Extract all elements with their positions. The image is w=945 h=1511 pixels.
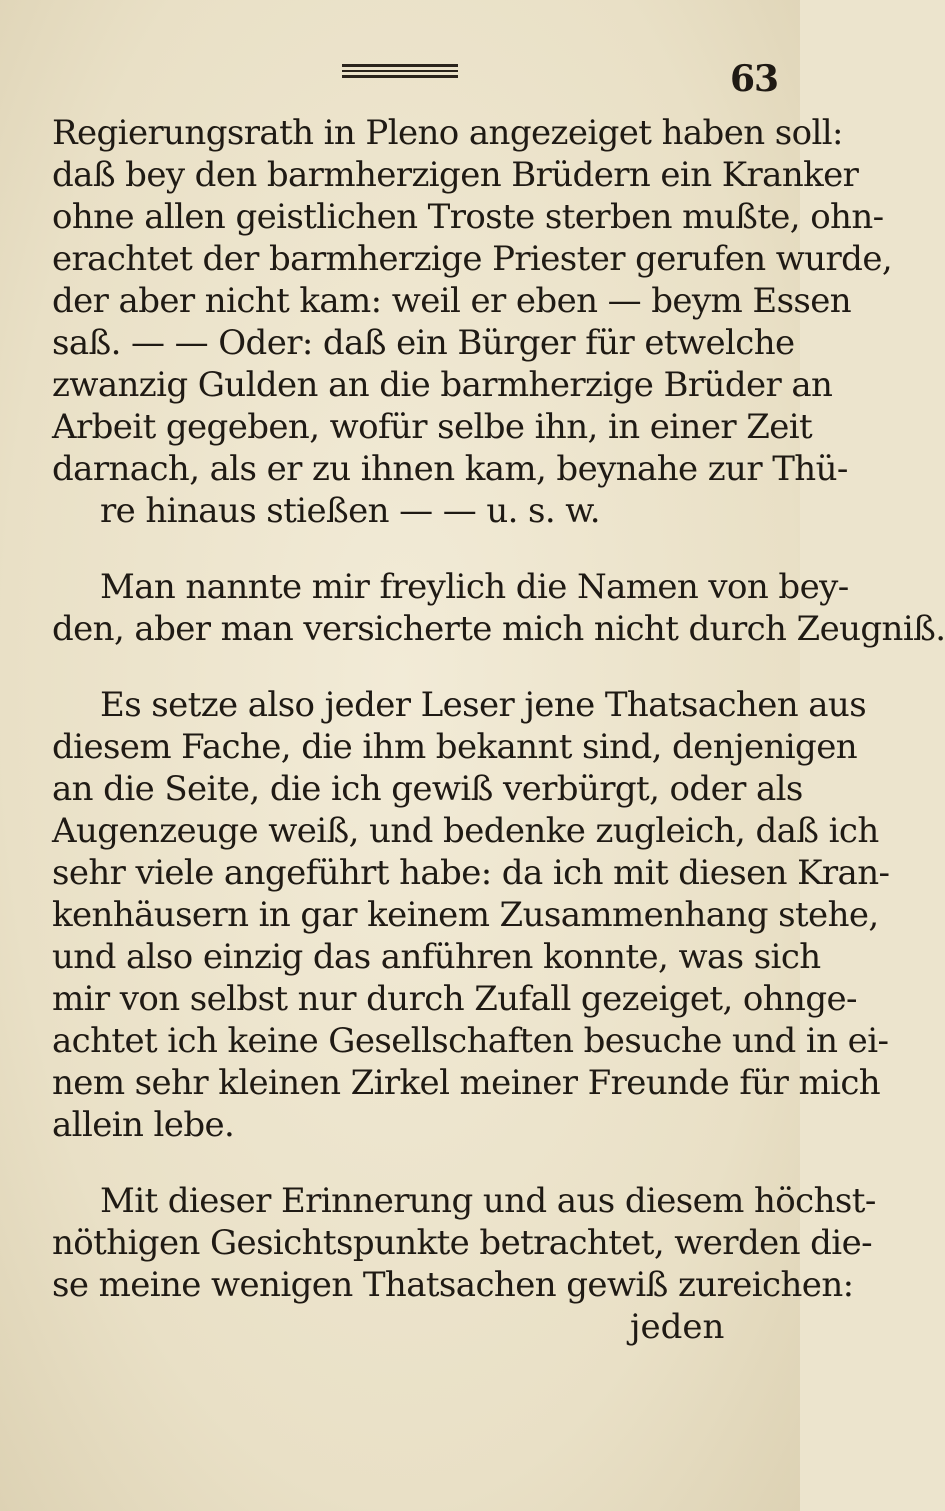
catchword: jeden <box>630 1307 725 1347</box>
text-line: Es setze also jeder Leser jene Thatsachen aus <box>100 685 867 725</box>
text-line: Regierungsrath in Pleno angezeiget haben soll: <box>52 113 843 153</box>
text-line: und also einzig das anführen konnte, was sich <box>52 937 821 977</box>
text-line: erachtet der barmherzige Priester gerufen wurde, <box>52 239 893 279</box>
text-line: kenhäusern in gar keinem Zusammenhang stehe, <box>52 895 879 935</box>
text-line: den, aber man versicherte mich nicht durch Zeugniß. <box>52 609 945 649</box>
text-line: Mit dieser Erinnerung und aus diesem höchst- <box>100 1181 876 1221</box>
text-line: saß. — — Oder: daß ein Bürger für etwelche <box>52 323 795 363</box>
text-line: nöthigen Gesichtspunkte betrachtet, werden die- <box>52 1223 872 1263</box>
text-line: Arbeit gegeben, wofür selbe ihn, in einer Zeit <box>52 407 813 447</box>
text-line: darnach, als er zu ihnen kam, beynahe zur Thü- <box>52 449 848 489</box>
printer-ornament-icon <box>340 62 460 80</box>
text-line: sehr viele angeführt habe: da ich mit diesen Kran- <box>52 853 890 893</box>
text-line: ohne allen geistlichen Troste sterben mußte, ohn- <box>52 197 884 237</box>
text-line: an die Seite, die ich gewiß verbürgt, oder als <box>52 769 803 809</box>
text-line: Augenzeuge weiß, und bedenke zugleich, daß ich <box>52 811 879 851</box>
page-number: 63 <box>730 58 779 100</box>
text-line: diesem Fache, die ihm bekannt sind, denjenigen <box>52 727 858 767</box>
text-line: se meine wenigen Thatsachen gewiß zureichen: <box>52 1265 854 1305</box>
text-line: achtet ich keine Gesellschaften besuche und in ei- <box>52 1021 889 1061</box>
text-line: Man nannte mir freylich die Namen von bey- <box>100 567 849 607</box>
paragraph-2 <box>52 566 945 650</box>
text-line: zwanzig Gulden an die barmherzige Brüder an <box>52 365 833 405</box>
paragraph-4 <box>52 1180 876 1306</box>
text-line: daß bey den barmherzigen Brüdern ein Kranker <box>52 155 859 195</box>
paragraph-3 <box>52 684 890 1146</box>
text-line: der aber nicht kam: weil er eben — beym Essen <box>52 281 852 321</box>
text-line: mir von selbst nur durch Zufall gezeiget, ohnge- <box>52 979 857 1019</box>
text-line: re hinaus stießen — — u. s. w. <box>100 491 600 531</box>
text-line: nem sehr kleinen Zirkel meiner Freunde für mich <box>52 1063 881 1103</box>
body-text <box>52 112 945 1348</box>
paragraph-1 <box>52 112 893 532</box>
text-line: allein lebe. <box>52 1105 235 1145</box>
